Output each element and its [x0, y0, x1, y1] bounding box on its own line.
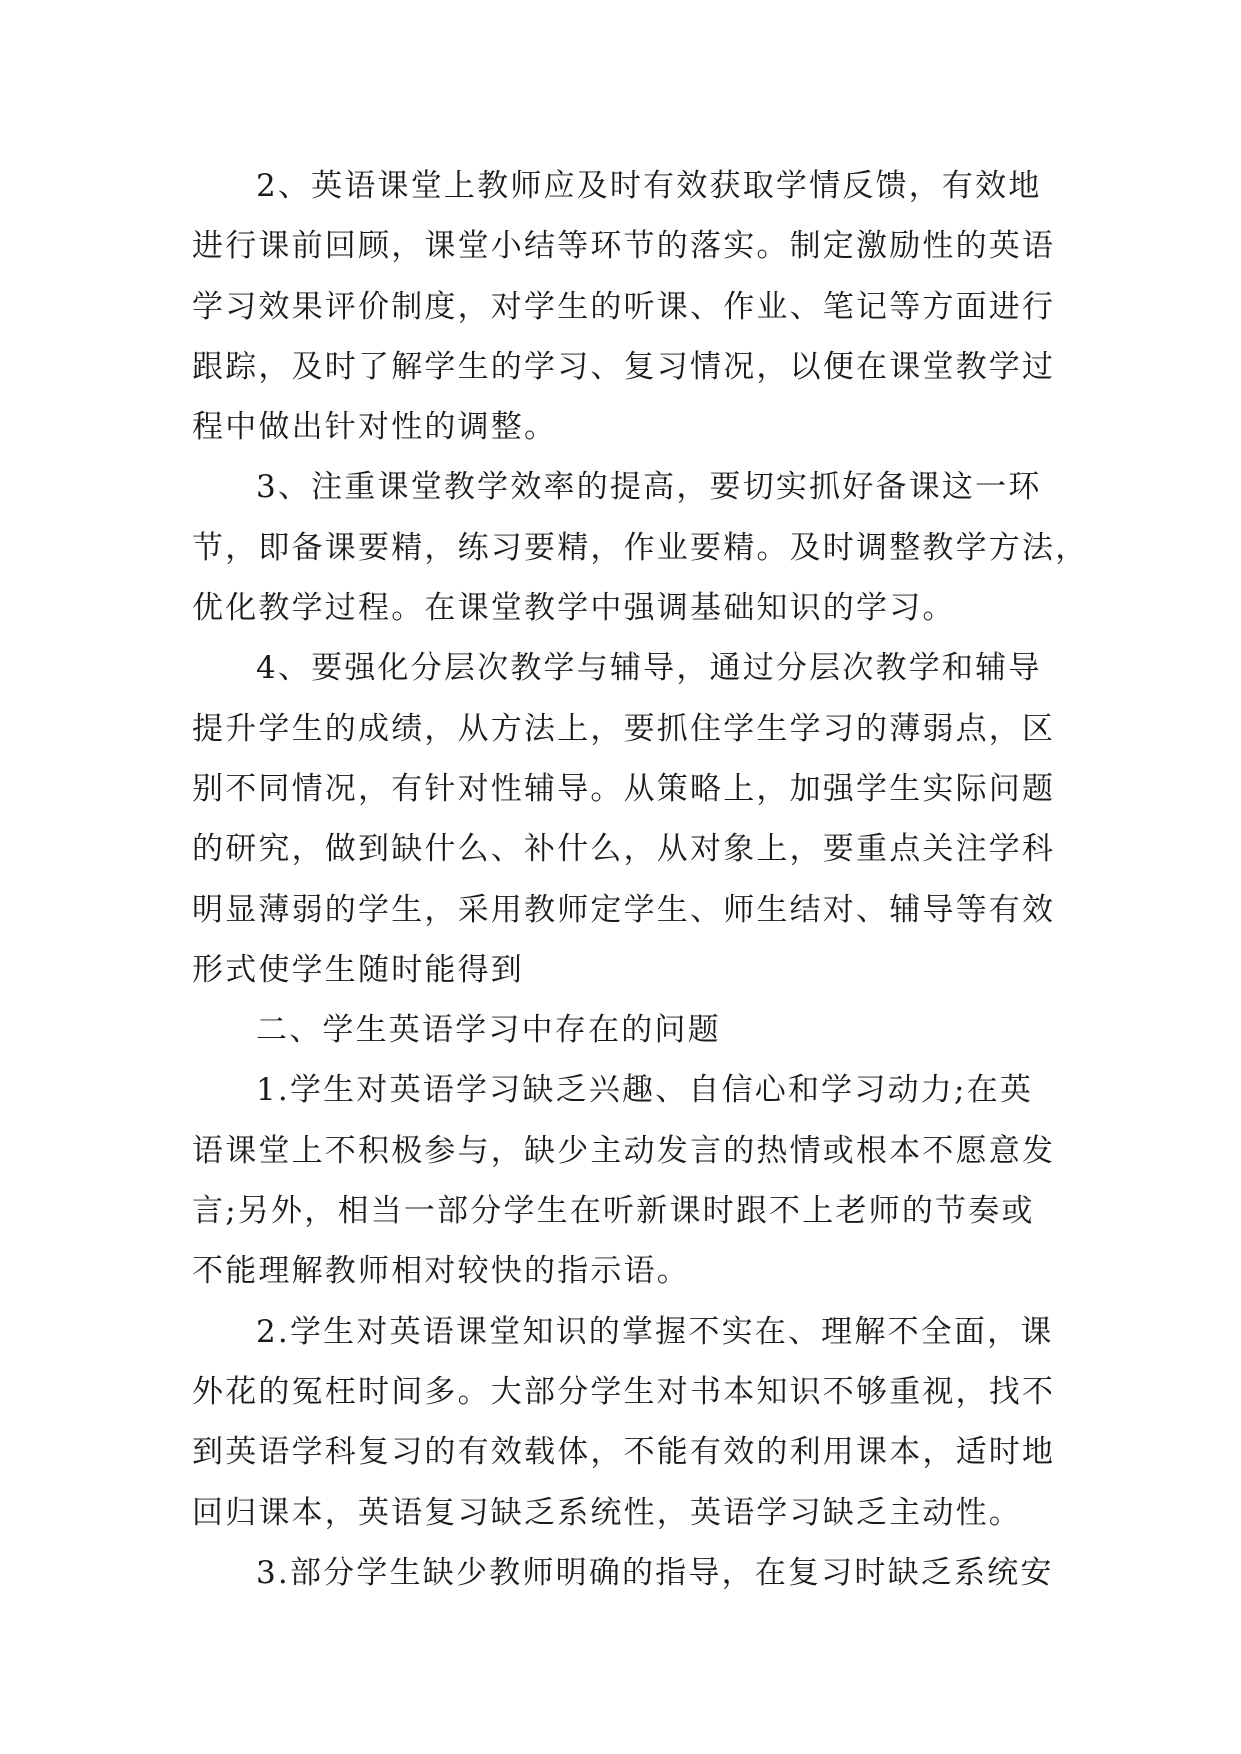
text-line: 节，即备课要精，练习要精，作业要精。及时调整教学方法，: [192, 529, 1089, 566]
text-line: 3.部分学生缺少教师明确的指导，在复习时缺乏系统安: [256, 1554, 1054, 1591]
text-line: 提升学生的成绩，从方法上，要抓住学生学习的薄弱点，区: [192, 710, 1056, 747]
text-line: 3、注重课堂教学效率的提高，要切实抓好备课这一环: [256, 469, 1042, 506]
text-line: 二、学生英语学习中存在的问题: [256, 1012, 721, 1049]
text-line: 到英语学科复习的有效载体，不能有效的利用课本，适时地: [192, 1434, 1056, 1471]
text-line: 不能理解教师相对较快的指示语。: [192, 1253, 690, 1290]
text-line: 别不同情况，有针对性辅导。从策略上，加强学生实际问题: [192, 770, 1056, 807]
text-line: 言;另外，相当一部分学生在听新课时跟不上老师的节奏或: [192, 1193, 1035, 1230]
text-line: 回归课本，英语复习缺乏系统性，英语学习缺乏主动性。: [192, 1494, 1022, 1531]
text-line: 程中做出针对性的调整。: [192, 409, 558, 446]
text-line: 1.学生对英语学习缺乏兴趣、自信心和学习动力;在英: [256, 1072, 1034, 1109]
text-line: 学习效果评价制度，对学生的听课、作业、笔记等方面进行: [192, 288, 1056, 325]
text-line: 的研究，做到缺什么、补什么，从对象上，要重点关注学科: [192, 831, 1056, 868]
text-line: 明显薄弱的学生，采用教师定学生、师生结对、辅导等有效: [192, 891, 1056, 928]
text-line: 语课堂上不积极参与，缺少主动发言的热情或根本不愿意发: [192, 1132, 1056, 1169]
text-line: 2、英语课堂上教师应及时有效获取学情反馈，有效地: [256, 168, 1042, 204]
text-line: 优化教学过程。在课堂教学中强调基础知识的学习。: [192, 590, 956, 627]
text-line: 2.学生对英语课堂知识的掌握不实在、理解不全面，课: [256, 1313, 1054, 1350]
text-line: 外花的冤枉时间多。大部分学生对书本知识不够重视，找不: [192, 1373, 1056, 1410]
text-line: 跟踪，及时了解学生的学习、复习情况，以便在课堂教学过: [192, 348, 1056, 385]
text-line: 进行课前回顾，课堂小结等环节的落实。制定激励性的英语: [192, 228, 1056, 265]
body-text: [192, 156, 1089, 1603]
text-line: 形式使学生随时能得到: [192, 951, 524, 988]
text-line: 4、要强化分层次教学与辅导，通过分层次教学和辅导: [256, 650, 1042, 687]
